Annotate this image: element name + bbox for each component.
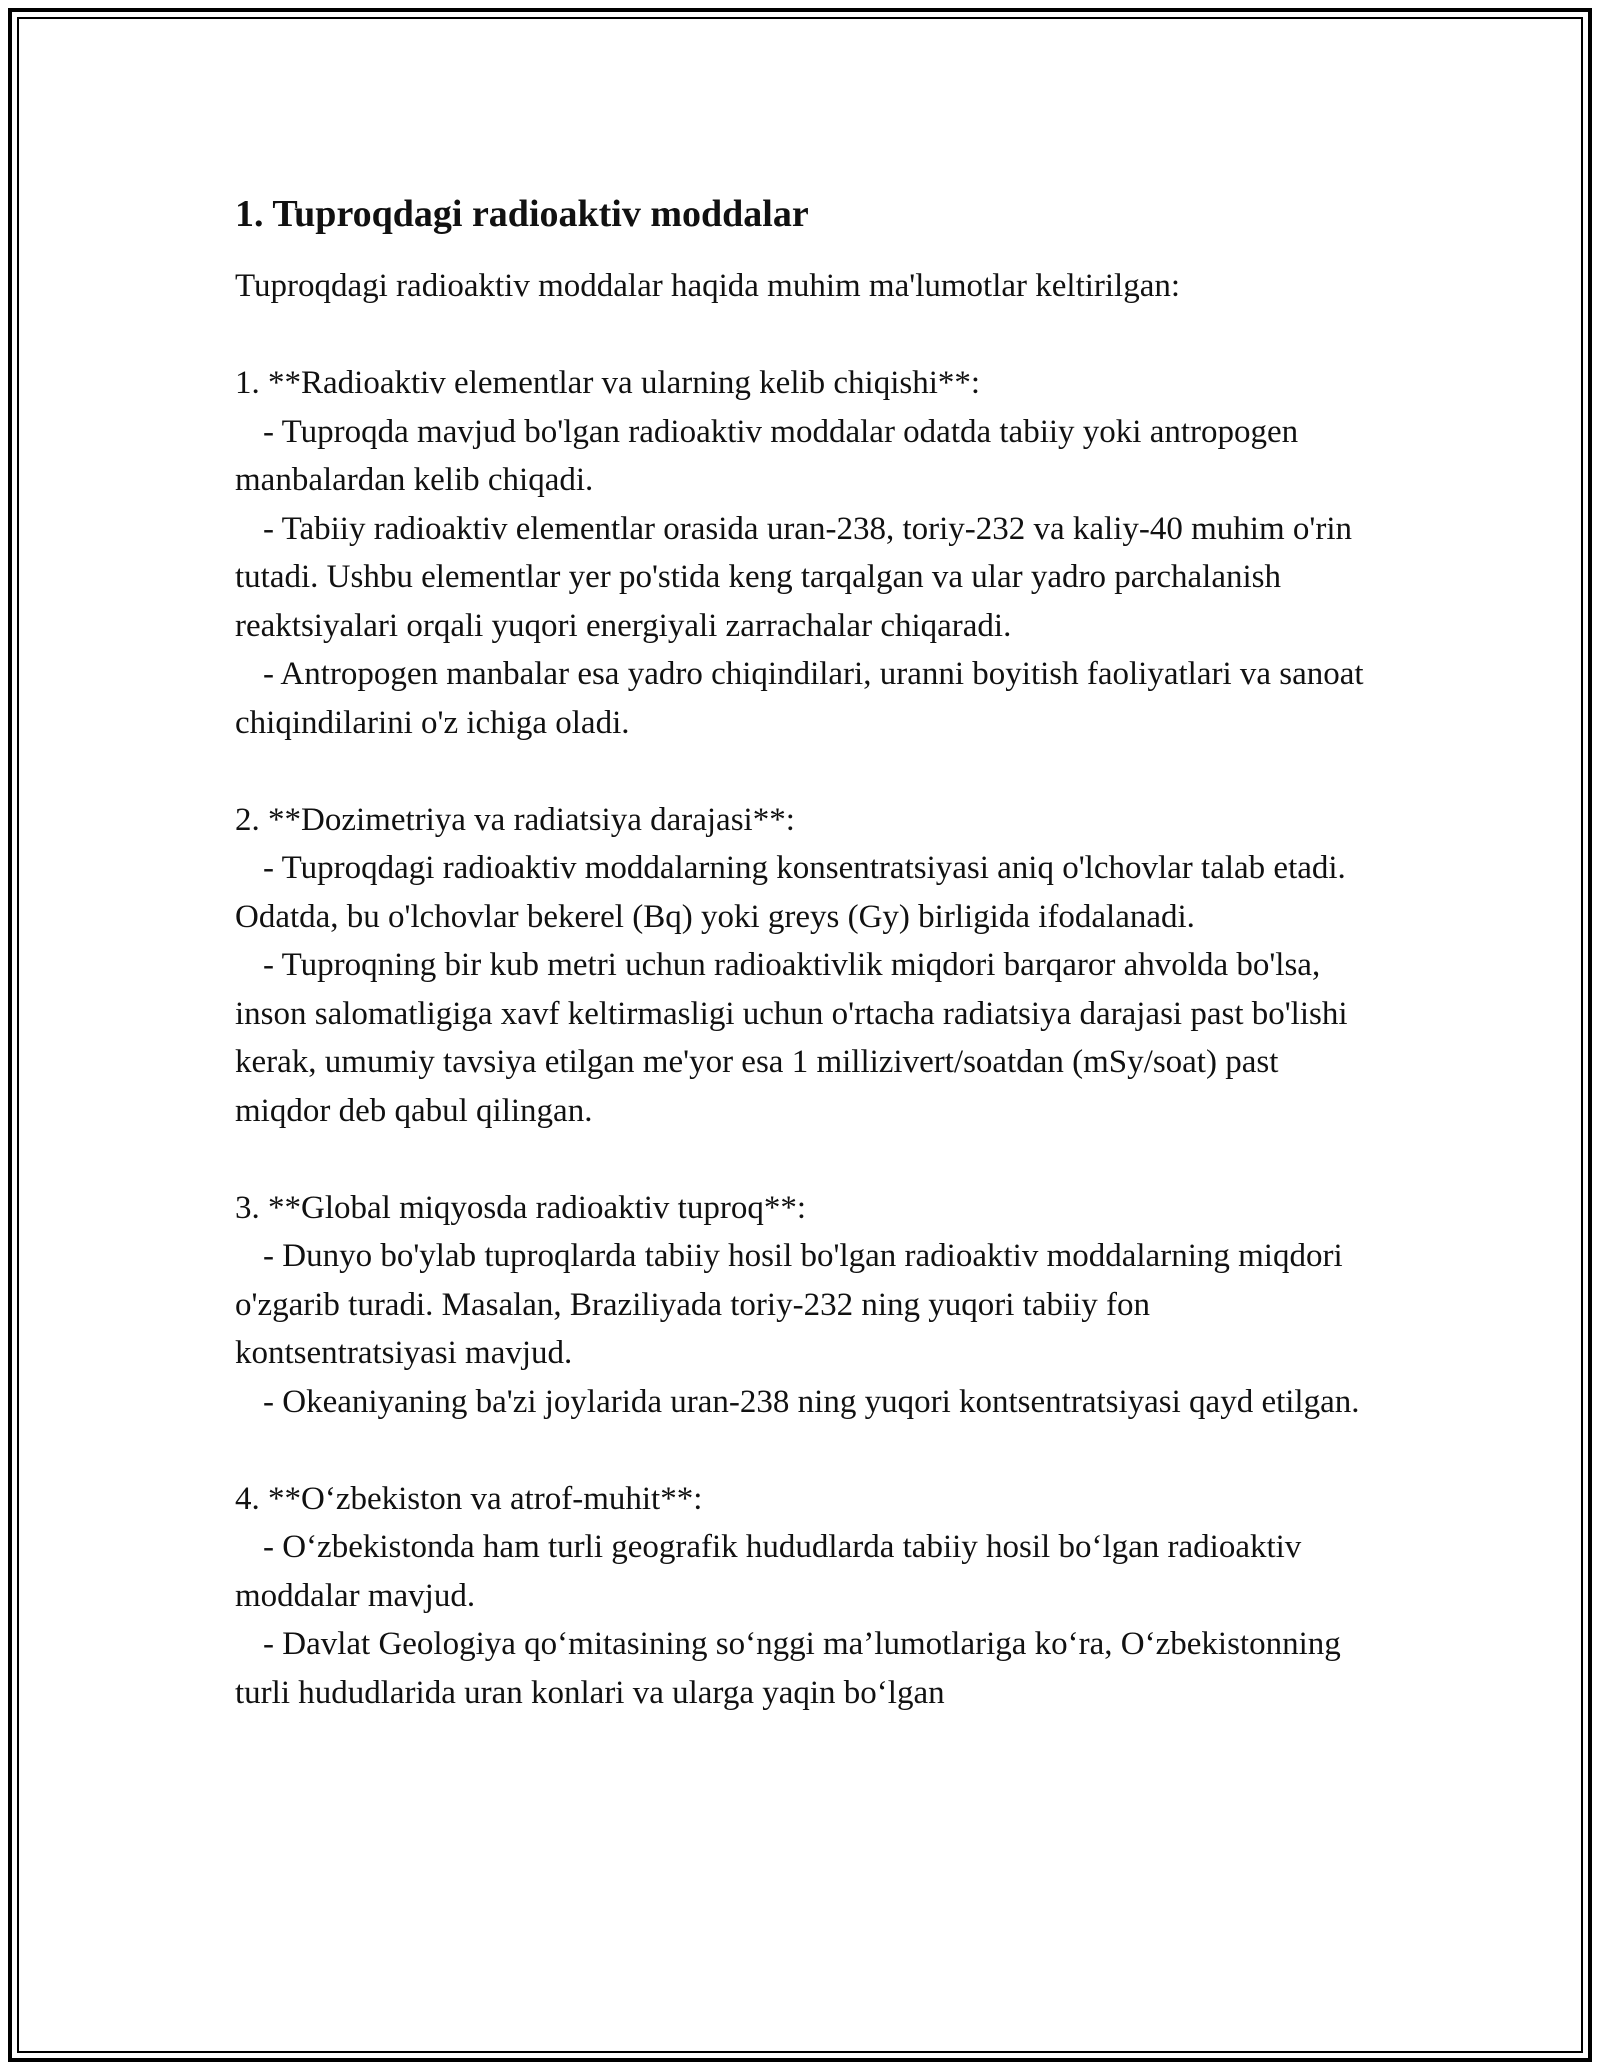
- section-bullet: - O‘zbekistonda ham turli geografik hududlarda tabiiy hosil bo‘lgan radioaktiv moddalar mavjud.: [235, 1529, 1302, 1614]
- section-heading: 1. **Radioaktiv elementlar va ularning kelib chiqishi**:: [235, 365, 981, 401]
- section-3: [235, 1184, 1375, 1427]
- section-1: [235, 359, 1375, 747]
- section-heading: 2. **Dozimetriya va radiatsiya darajasi**:: [235, 801, 795, 838]
- section-bullet: - Okeaniyaning ba'zi joylarida uran-238 ning yuqori kontsentratsiyasi qayd etilgan.: [263, 1383, 1360, 1420]
- section-heading: 3. **Global miqyosda radioaktiv tuproq**:: [235, 1189, 807, 1226]
- section-4: [235, 1475, 1375, 1718]
- document-body: [235, 188, 1375, 1717]
- section-bullet: - Dunyo bo'ylab tuproqlarda tabiiy hosil bo'lgan radioaktiv moddalarning miqdori o'zgarib turadi. Masalan, Braziliyada toriy-232 ning yuqori tabiiy fon kontsentratsiyasi mavjud.: [235, 1238, 1343, 1371]
- section-bullet: - Antropogen manbalar esa yadro chiqindilari, uranni boyitish faoliyatlari va sanoat chiqindilarini o'z ichiga oladi.: [235, 656, 1364, 741]
- section-heading: 4. **O‘zbekiston va atrof-muhit**:: [235, 1480, 703, 1517]
- section-bullet: - Tuproqdagi radioaktiv moddalarning konsentratsiyasi aniq o'lchovlar talab etadi. Odatda, bu o'lchovlar bekerel (Bq) yoki greys (Gy) birligida ifodalanadi.: [235, 850, 1346, 935]
- section-bullet: - Tabiiy radioaktiv elementlar orasida uran-238, toriy-232 va kaliy-40 muhim o'rin tutadi. Ushbu elementlar yer po'stida keng tarqalgan va ular yadro parchalanish reaktsiyalari orqali yuqori energiyali zarrachalar chiqaradi.: [235, 510, 1352, 644]
- document-intro: Tuproqdagi radioaktiv moddalar haqida muhim ma'lumotlar keltirilgan:: [235, 268, 1181, 304]
- section-bullet: - Tuproqda mavjud bo'lgan radioaktiv moddalar odatda tabiiy yoki antropogen manbalardan kelib chiqadi.: [235, 413, 1299, 498]
- section-bullet: - Davlat Geologiya qo‘mitasining so‘nggi ma’lumotlariga ko‘ra, O‘zbekistonning turli hududlarida uran konlari va ularga yaqin bo‘lgan: [235, 1626, 1341, 1711]
- section-bullet: - Tuproqning bir kub metri uchun radioaktivlik miqdori barqaror ahvolda bo'lsa, inson salomatligiga xavf keltirmasligi uchun o'rtacha radiatsiya darajasi past bo'lishi kerak, umumiy tavsiya etilgan me'yor esa 1 millizivert/soatdan (mSy/soat) past miqdor deb qabul qilingan.: [235, 947, 1348, 1129]
- section-2: [235, 796, 1375, 1136]
- document-title: 1. Tuproqdagi radioaktiv moddalar: [235, 193, 809, 235]
